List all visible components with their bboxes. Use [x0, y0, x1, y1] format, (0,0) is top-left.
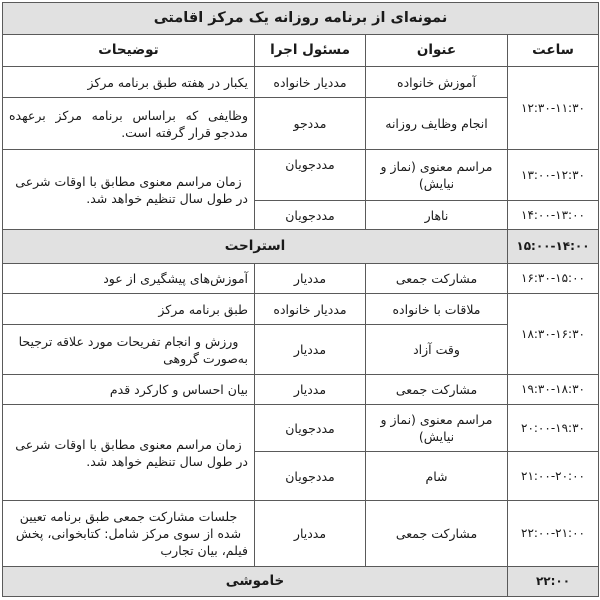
table-row	[3, 67, 599, 98]
responsible-cell: مددجویان	[255, 405, 366, 452]
responsible-cell: مددیار	[255, 501, 366, 567]
responsible-cell: مددیار	[255, 375, 366, 405]
responsible-cell: مددجویان	[255, 150, 366, 201]
time-cell: ۱۲:۳۰-۱۱:۳۰	[508, 67, 599, 150]
title-cell: وقت آزاد	[366, 325, 508, 375]
responsible-cell: مددیار خانواده	[255, 294, 366, 325]
time-cell: ۲۱:۰۰-۲۰:۰۰	[508, 452, 599, 501]
title-cell: انجام وظایف روزانه	[366, 98, 508, 150]
description-cell: زمان مراسم معنوی مطابق با اوقات شرعی در طول سال تنظیم خواهد شد.	[3, 405, 255, 501]
title-cell: مراسم معنوی (نماز و نیایش)	[366, 150, 508, 201]
title-cell: آموزش خانواده	[366, 67, 508, 98]
description-cell: طبق برنامه مرکز	[3, 294, 255, 325]
title-cell: شام	[366, 452, 508, 501]
break-row	[3, 230, 599, 264]
responsible-cell: مددجویان	[255, 201, 366, 230]
title-cell: مراسم معنوی (نماز و نیایش)	[366, 405, 508, 452]
table-row	[3, 264, 599, 294]
title-cell: مشارکت جمعی	[366, 375, 508, 405]
title-cell: ملاقات با خانواده	[366, 294, 508, 325]
description-cell: بیان احساس و کارکرد قدم	[3, 375, 255, 405]
header-responsible: مسئول اجرا	[255, 35, 366, 67]
responsible-cell: مددجویان	[255, 452, 366, 501]
table-row	[3, 150, 599, 201]
description-cell: ورزش و انجام تفریحات مورد علاقه ترجیحا به‌صورت گروهی	[3, 325, 255, 375]
lights-out-row	[3, 567, 599, 597]
description-cell: جلسات مشارکت جمعی طبق برنامه تعیین شده از سوی مرکز شامل: کتابخوانی، پخش فیلم، بیان تجارب	[3, 501, 255, 567]
time-cell: ۱۹:۳۰-۱۸:۳۰	[508, 375, 599, 405]
description-cell: آموزش‌های پیشگیری از عود	[3, 264, 255, 294]
table-row	[3, 294, 599, 325]
description-cell: وظایفی که براساس برنامه مرکز برعهده مددجو قرار گرفته است.	[3, 98, 255, 150]
time-cell: ۱۳:۰۰-۱۲:۳۰	[508, 150, 599, 201]
title-cell: ناهار	[366, 201, 508, 230]
title-cell: مشارکت جمعی	[366, 501, 508, 567]
table-title: نمونه‌ای از برنامه روزانه یک مرکز اقامتی	[3, 3, 599, 35]
title-cell: مشارکت جمعی	[366, 264, 508, 294]
responsible-cell: مددیار	[255, 325, 366, 375]
table-title-row	[3, 3, 599, 35]
time-cell: ۱۵:۰۰-۱۴:۰۰	[508, 230, 599, 264]
header-title: عنوان	[366, 35, 508, 67]
break-label: استراحت	[3, 230, 508, 264]
responsible-cell: مددیار خانواده	[255, 67, 366, 98]
column-header-row	[3, 35, 599, 67]
time-cell: ۱۴:۰۰-۱۳:۰۰	[508, 201, 599, 230]
header-time: ساعت	[508, 35, 599, 67]
time-cell: ۲۰:۰۰-۱۹:۳۰	[508, 405, 599, 452]
time-cell: ۲۲:۰۰	[508, 567, 599, 597]
table-row	[3, 375, 599, 405]
time-cell: ۱۶:۳۰-۱۵:۰۰	[508, 264, 599, 294]
responsible-cell: مددجو	[255, 98, 366, 150]
lights-out-label: خاموشی	[3, 567, 508, 597]
description-cell: زمان مراسم معنوی مطابق با اوقات شرعی در طول سال تنظیم خواهد شد.	[3, 150, 255, 230]
time-cell: ۱۸:۳۰-۱۶:۳۰	[508, 294, 599, 375]
responsible-cell: مددیار	[255, 264, 366, 294]
time-cell: ۲۲:۰۰-۲۱:۰۰	[508, 501, 599, 567]
header-description: توضیحات	[3, 35, 255, 67]
daily-schedule-table	[2, 2, 599, 597]
table-row	[3, 501, 599, 567]
description-cell: یکبار در هفته طبق برنامه مرکز	[3, 67, 255, 98]
table-row	[3, 405, 599, 452]
